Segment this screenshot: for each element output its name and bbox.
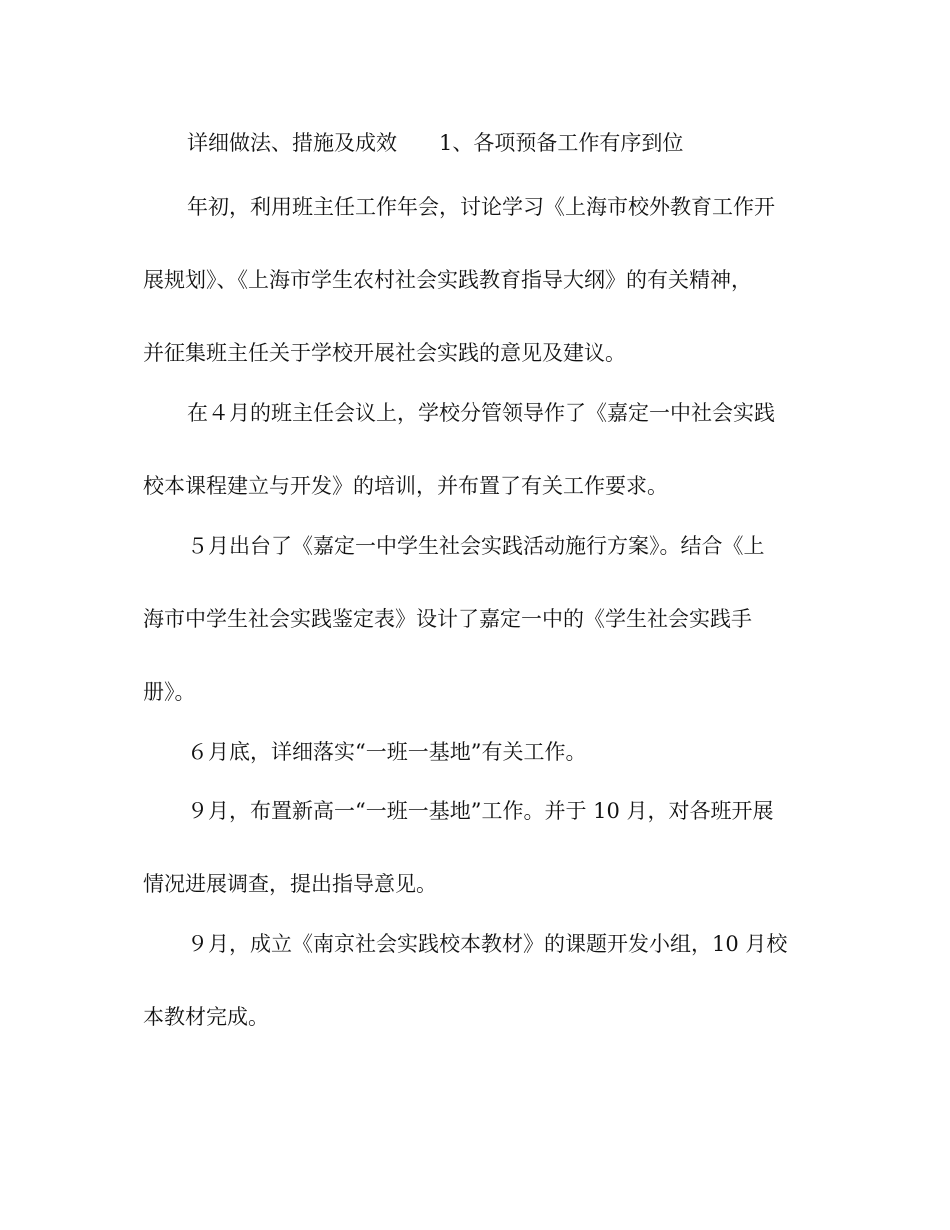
text-line: 海市中学生社会实践鉴定表》设计了嘉定一中的《学生社会实践手 <box>143 607 752 631</box>
text-line: 在４月的班主任会议上，学校分管领导作了《嘉定一中社会实践 <box>187 401 775 425</box>
text-line: 详细做法、措施及成效 1、各项预备工作有序到位 <box>187 131 684 155</box>
text-line: 校本课程建立与开发》的培训，并布置了有关工作要求。 <box>143 474 668 498</box>
text-line: ９月，成立《南京社会实践校本教材》的课题开发小组，10 月校 <box>187 932 788 956</box>
paragraph-september-textbook <box>143 934 813 1028</box>
text-line: 展规划》、《上海市学生农村社会实践教育指导大纲》的有关精神， <box>143 268 752 292</box>
text-line: 年初，利用班主任工作年会，讨论学习《上海市校外教育工作开 <box>187 195 775 219</box>
text-line: 册》。 <box>143 680 196 704</box>
paragraph-heading <box>143 133 813 154</box>
paragraph-may-plan <box>143 536 813 703</box>
paragraph-annual-meeting <box>143 197 813 364</box>
paragraph-september-base <box>143 801 813 895</box>
text-line: ９月，布置新高一“一班一基地”工作。并于 10 月，对各班开展 <box>187 799 774 823</box>
text-line: ６月底，详细落实“一班一基地”有关工作。 <box>187 740 587 764</box>
text-line: 并征集班主任关于学校开展社会实践的意见及建议。 <box>143 341 626 365</box>
paragraph-april-meeting <box>143 403 813 497</box>
text-line: 情况进展调查，提出指导意见。 <box>143 872 437 896</box>
text-line: 本教材完成。 <box>143 1005 269 1029</box>
text-line: ５月出台了《嘉定一中学生社会实践活动施行方案》。结合《上 <box>187 534 765 558</box>
paragraph-june <box>143 742 813 763</box>
